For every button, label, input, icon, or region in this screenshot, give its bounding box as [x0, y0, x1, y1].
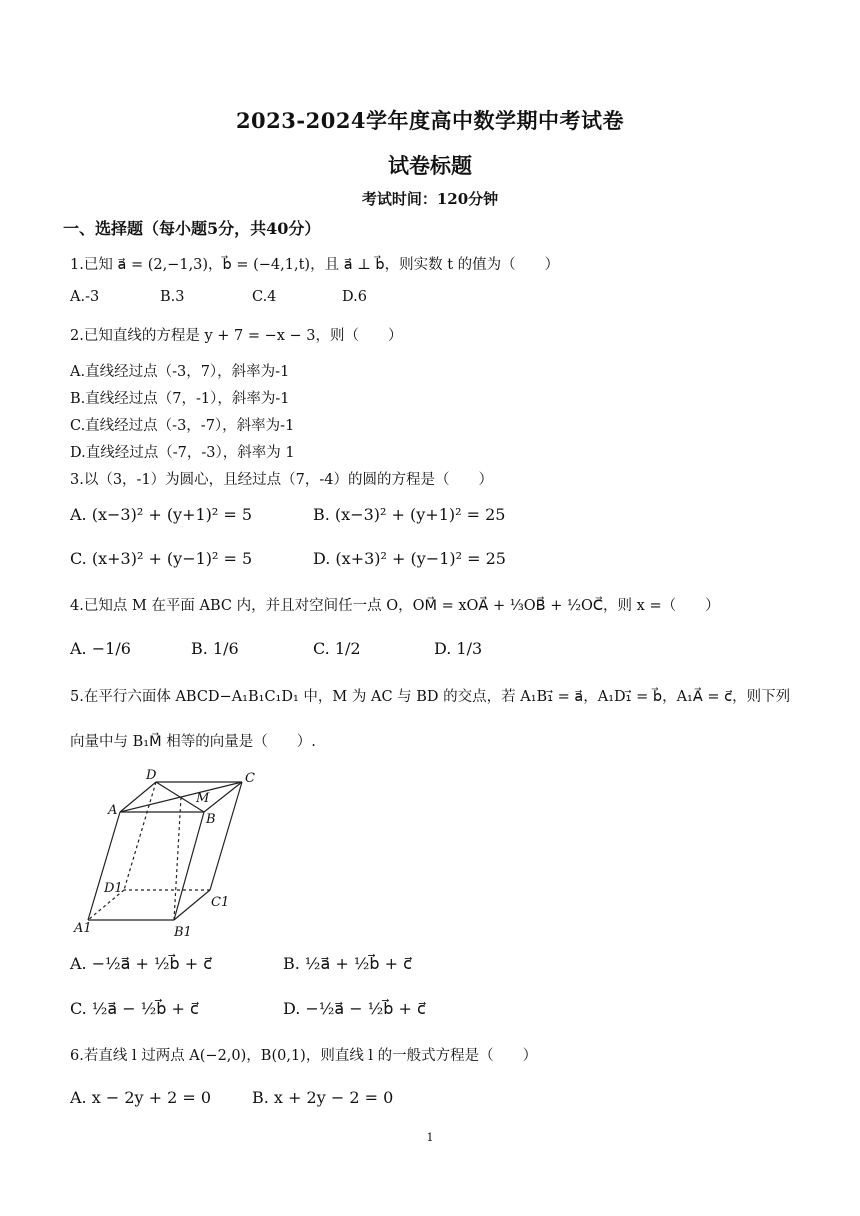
label-A: A — [108, 803, 118, 818]
question-1-stem: 1.已知 a⃗ = (2,−1,3)，b⃗ = (−4,1,t)，且 a⃗ ⊥ b⃗，则实数 t 的值为（ ） — [70, 257, 560, 273]
label-B: B — [206, 812, 216, 827]
q1-option-b: B.3 — [160, 289, 185, 305]
q3-option-c: C. (x+3)² + (y−1)² = 5 — [70, 549, 253, 568]
segment-B1M — [174, 797, 181, 920]
label-D: D — [146, 768, 157, 783]
q1-option-c: C.4 — [252, 289, 277, 305]
label-M: M — [196, 791, 210, 806]
page-number: 1 — [426, 1131, 434, 1144]
parallelepiped-figure — [70, 768, 270, 938]
exam-time: 考试时间：120分钟 — [361, 190, 499, 208]
question-5-stem-line1: 5.在平行六面体 ABCD−A₁B₁C₁D₁ 中，M 为 AC 与 BD 的交点，若 A₁B₁⃗ = a⃗，A₁D₁⃗ = b⃗，A₁A⃗ = c⃗，则下列 — [70, 689, 791, 705]
question-6-stem: 6.若直线 l 过两点 A(−2,0)，B(0,1)，则直线 l 的一般式方程是（ ） — [70, 1048, 538, 1064]
q5-option-d: D. −½a⃗ − ½b⃗ + c⃗ — [283, 999, 426, 1018]
edge-BB1 — [174, 812, 204, 920]
label-C1: C1 — [211, 895, 230, 910]
exam-title: 2023-2024学年度高中数学期中考试卷 — [235, 108, 625, 133]
q5-option-a: A. −½a⃗ + ½b⃗ + c⃗ — [70, 954, 213, 973]
q2-option-d: D.直线经过点（-7，-3），斜率为 1 — [70, 445, 295, 461]
q3-option-b: B. (x−3)² + (y+1)² = 25 — [313, 505, 506, 524]
label-A1: A1 — [74, 921, 92, 936]
q4-option-b: B. 1/6 — [191, 639, 239, 658]
label-D1: D1 — [104, 881, 123, 896]
question-2-stem: 2.已知直线的方程是 y + 7 = −x − 3，则（ ） — [70, 328, 403, 344]
q1-option-a: A.-3 — [70, 289, 100, 305]
q1-option-d: D.6 — [342, 289, 367, 305]
q4-option-c: C. 1/2 — [313, 639, 361, 658]
q5-option-b: B. ½a⃗ + ½b⃗ + c⃗ — [283, 954, 412, 973]
q4-option-d: D. 1/3 — [434, 639, 483, 658]
edge-DD1 — [124, 782, 156, 890]
label-B1: B1 — [174, 925, 192, 938]
q2-option-a: A.直线经过点（-3，7），斜率为-1 — [70, 364, 290, 380]
exam-subtitle: 试卷标题 — [388, 153, 472, 178]
q4-option-a: A. −1/6 — [70, 639, 131, 658]
edge-B1C1 — [174, 890, 210, 920]
question-3-stem: 3.以（3，-1）为圆心，且经过点（7，-4）的圆的方程是（ ） — [70, 472, 494, 488]
section-heading: 一、选择题（每小题5分，共40分） — [63, 219, 321, 238]
question-4-stem: 4.已知点 M 在平面 ABC 内，并且对空间任一点 O，OM⃗ = xOA⃗ + ⅓OB⃗ + ½OC⃗，则 x =（ ） — [70, 598, 720, 614]
q6-option-a: A. x − 2y + 2 = 0 — [70, 1088, 212, 1107]
q5-option-c: C. ½a⃗ − ½b⃗ + c⃗ — [70, 999, 199, 1018]
edge-CC1 — [210, 782, 242, 890]
q3-option-d: D. (x+3)² + (y−1)² = 25 — [313, 549, 506, 568]
edge-AA1 — [88, 812, 120, 920]
q6-option-b: B. x + 2y − 2 = 0 — [252, 1088, 394, 1107]
q2-option-b: B.直线经过点（7，-1），斜率为-1 — [70, 391, 290, 407]
q3-option-a: A. (x−3)² + (y+1)² = 5 — [70, 505, 253, 524]
q2-option-c: C.直线经过点（-3，-7），斜率为-1 — [70, 418, 295, 434]
question-5-stem-line2: 向量中与 B₁M⃗ 相等的向量是（ ）. — [70, 734, 316, 750]
label-C: C — [245, 771, 255, 786]
